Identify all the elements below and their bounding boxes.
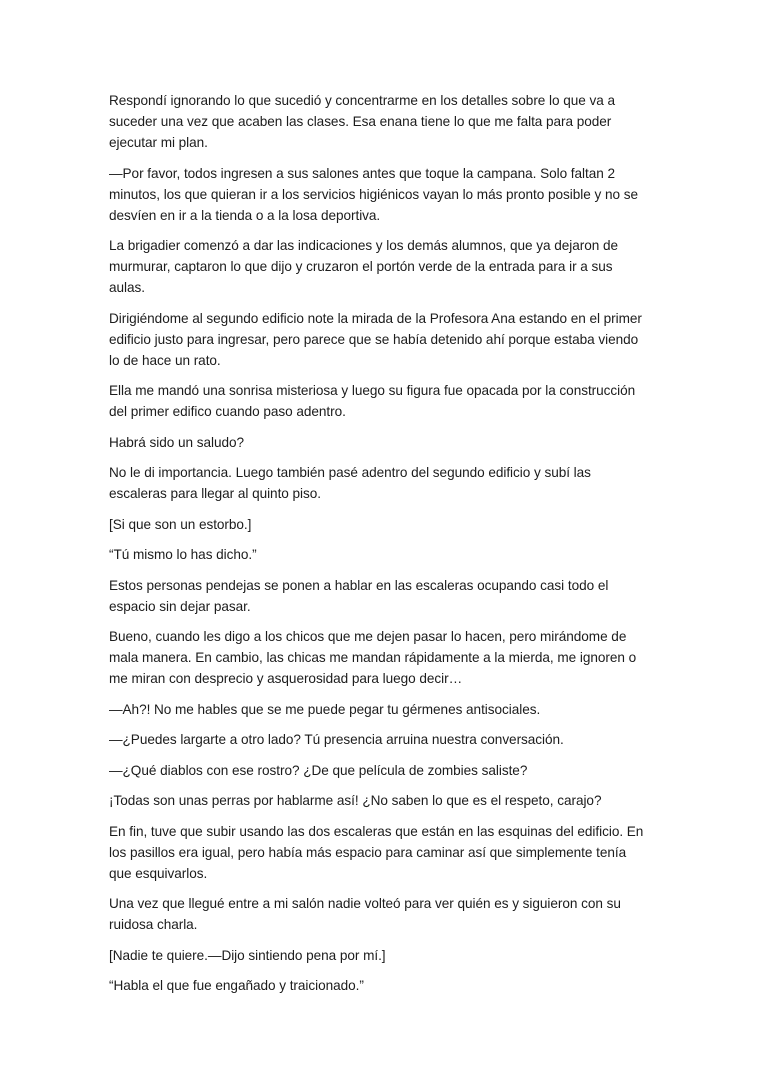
paragraph: Respondí ignorando lo que sucedió y concentrarme en los detalles sobre lo que va a suceder una vez que acaben las clases. Esa enana tiene lo que me falta para poder ejecutar mi plan. [109,93,615,150]
paragraph: Una vez que llegué entre a mi salón nadie volteó para ver quién es y siguieron con su ruidosa charla. [109,896,621,932]
paragraph: Estos personas pendejas se ponen a hablar en las escaleras ocupando casi todo el espacio sin dejar pasar. [109,577,609,614]
paragraph: “Habla el que fue engañado y traicionado.” [109,978,364,993]
paragraph: “Tú mismo lo has dicho.” [109,547,257,562]
paragraph: —Por favor, todos ingresen a sus salones antes que toque la campana. Solo faltan 2 minutos, los que quieran ir a los servicios higiénicos vayan lo más pronto posible y no se desvíen en ir a la tienda o a la losa deportiva. [109,165,638,223]
document-page [109,90,649,1006]
paragraph: En fin, tuve que subir usando las dos escaleras que están en las esquinas del edificio. En los pasillos era igual, pero había más espacio para caminar así que simplemente tenía que esquivarlos. [109,823,644,881]
paragraph: —¿Puedes largarte a otro lado? Tú presencia arruina nuestra conversación. [109,732,564,747]
paragraph: Habrá sido un saludo? [109,434,244,450]
paragraph: —Ah?! No me hables que se me puede pegar tu gérmenes antisociales. [109,701,541,717]
paragraph: ¡Todas son unas perras por hablarme así! ¿No saben lo que es el respeto, carajo? [109,793,602,808]
paragraph: [Nadie te quiere.—Dijo sintiendo pena por mí.] [109,947,386,963]
paragraph: Dirigiéndome al segundo edificio note la mirada de la Profesora Ana estando en el primer edificio justo para ingresar, pero parece que se había detenido ahí porque estaba viendo lo de hace un rato. [109,310,642,368]
paragraph: [Si que son un estorbo.] [109,516,252,532]
paragraph: La brigadier comenzó a dar las indicaciones y los demás alumnos, que ya dejaron de murmurar, captaron lo que dijo y cruzaron el portón verde de la entrada para ir a sus aulas. [109,238,618,295]
paragraph: Ella me mandó una sonrisa misteriosa y luego su figura fue opacada por la construcción del primer edifico cuando paso adentro. [109,383,636,419]
paragraph: No le di importancia. Luego también pasé adentro del segundo edificio y subí las escaleras para llegar al quinto piso. [109,465,591,501]
paragraph: Bueno, cuando les digo a los chicos que me dejen pasar lo hacen, pero mirándome de mala manera. En cambio, las chicas me mandan rápidamente a la mierda, me ignoren o me miran con desprecio y asquerosidad para luego decir… [109,629,637,686]
paragraph: —¿Qué diablos con ese rostro? ¿De que película de zombies saliste? [109,762,528,778]
